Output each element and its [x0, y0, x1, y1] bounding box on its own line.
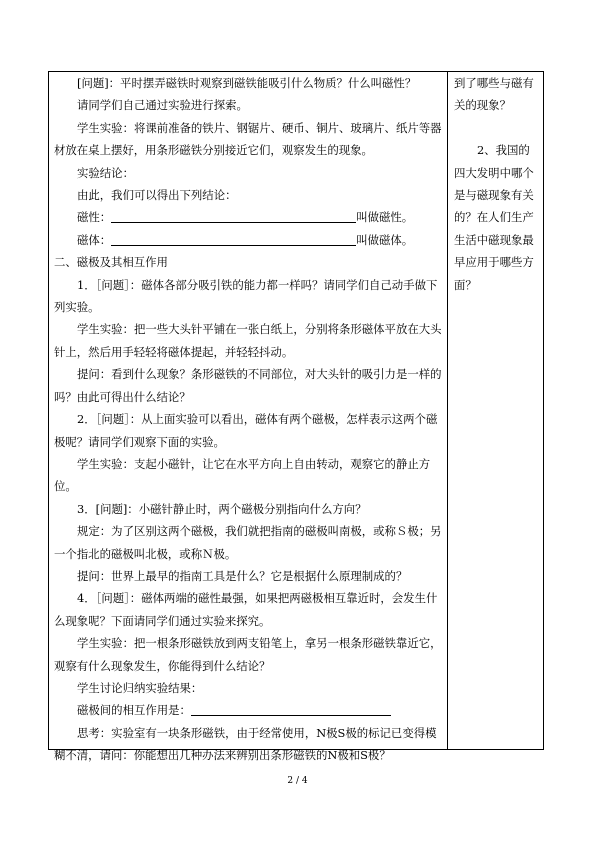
- pole-interaction-blank: [191, 701, 391, 716]
- experiment-conclusion-label: 实验结论：: [77, 165, 134, 180]
- section-heading-poles: 二、磁极及其相互作用: [54, 255, 168, 270]
- question-3: 3．[问题]：小磁针静止时，两个磁极分别指向什么方向？: [77, 501, 367, 516]
- magnetism-label: 磁性：: [77, 210, 112, 225]
- student-experiment-1: 学生实验：将课前准备的铁片、钢锯片、硬币、铜片、玻璃片、纸片等器材放在桌上摆好，用条形磁铁分别接近它们，观察发生的现象。: [54, 120, 442, 158]
- side-note-1: 到了哪些与磁有关的现象？: [454, 76, 534, 113]
- thinking-question: 思考：实验室有一块条形磁铁，由于经常使用，N极S极的标记已变得模糊不清，请问：你能想出几种办法来辨别出条形磁铁的N极和S极？: [54, 725, 437, 763]
- side-notes-column: [448, 72, 544, 296]
- instruction-explore: 请同学们自己通过实验进行探索。: [77, 98, 248, 113]
- main-content-column: [49, 72, 447, 767]
- pole-interaction-line: [54, 699, 443, 721]
- side-note-2: 2、我国的四大发明中哪个是与磁现象有关的？在人们生产生活中磁现象最早应用于哪些方面？: [454, 143, 534, 292]
- student-experiment-4: 学生实验：把一根条形磁铁放到两支铅笔上，拿另一根条形磁铁靠近它，观察有什么现象发生，你能得到什么结论？: [54, 636, 442, 673]
- magnetism-definition-line: [54, 206, 443, 228]
- question-4: 4．［问题］：磁体两端的磁性最强，如果把两磁极相互靠近时，会发生什么现象呢？下面请同学们通过实验来探究。: [54, 591, 438, 628]
- side-spacer: [454, 117, 541, 139]
- magnet-blank: [111, 231, 356, 246]
- question-magnetism: [问题]：平时摆弄磁铁时观察到磁铁能吸引什么物质？什么叫磁性？: [77, 76, 417, 90]
- magnet-suffix: 叫做磁体。: [356, 232, 414, 247]
- page-number: 2 / 4: [287, 776, 308, 786]
- magnet-definition-line: [54, 229, 443, 251]
- student-experiment-2: 学生实验：把一些大头针平铺在一张白纸上，分别将条形磁体平放在大头针上，然后用手轻轻将磁体提起，并轻轻抖动。: [54, 322, 442, 359]
- pole-interaction-label: 磁极间的相互作用是：: [77, 703, 191, 718]
- magnetism-blank: [111, 208, 356, 223]
- question-compass: 提问：世界上最早的指南工具是什么？它是根据什么原理制成的？: [77, 568, 408, 583]
- student-experiment-3: 学生实验：支起小磁针，让它在水平方向上自由转动，观察它的静止方位。: [54, 456, 431, 494]
- conclusion-intro: 由此，我们可以得出下列结论：: [77, 188, 237, 203]
- discussion-summary: 学生讨论归纳实验结果：: [77, 680, 203, 695]
- rule-pole-names: 规定：为了区别这两个磁极，我们就把指南的磁极叫南极，或称Ｓ极；另一个指北的磁极叫北极，或称Ｎ极。: [54, 524, 442, 561]
- question-observation: 提问：看到什么现象？条形磁铁的不同部位，对大头针的吸引力是一样的吗？由此可得出什么结论？: [54, 367, 442, 404]
- magnet-label: 磁体：: [77, 232, 112, 247]
- question-1: 1．［问题］：磁体各部分吸引铁的能力都一样吗？请同学们自己动手做下列实验。: [54, 277, 438, 315]
- magnetism-suffix: 叫做磁性。: [356, 210, 414, 225]
- lesson-table: [48, 71, 544, 763]
- question-2: 2．［问题］：从上面实验可以看出，磁体有两个磁极，怎样表示这两个磁极呢？请同学们观察下面的实验。: [54, 412, 438, 449]
